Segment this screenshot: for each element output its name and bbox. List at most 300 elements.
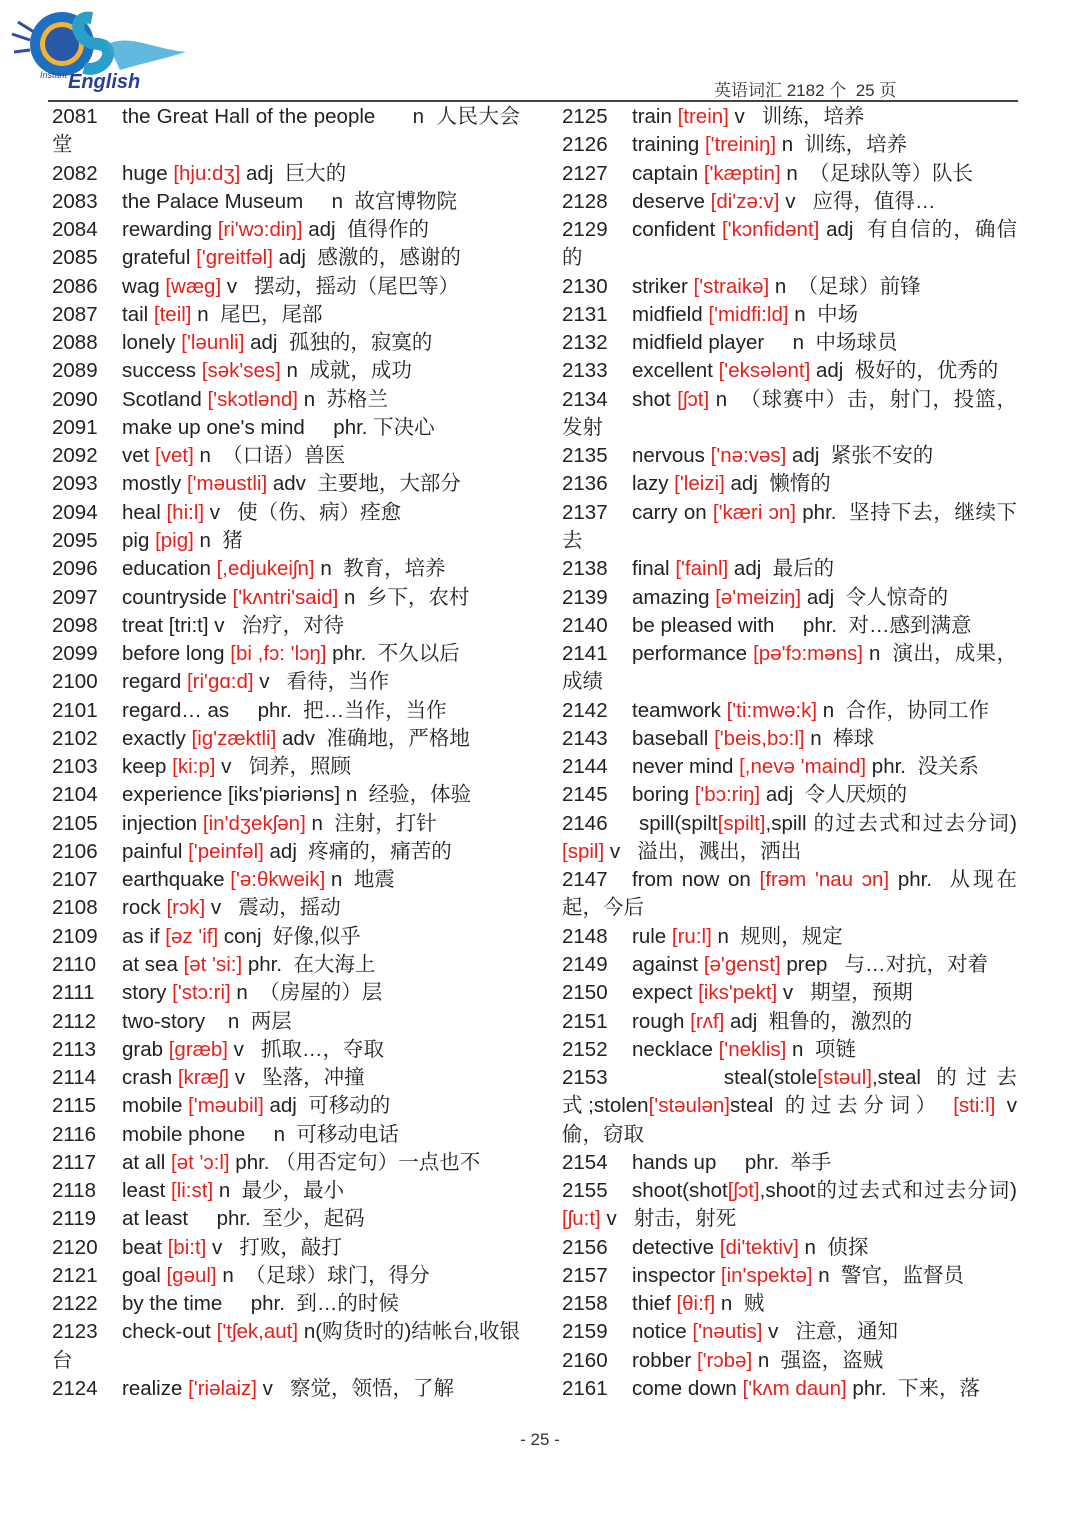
entry-text: adv 主要地，大部分 [267,472,461,496]
entry-text: mobile [122,1094,189,1118]
vocab-entry [562,697,1017,725]
entry-text: hands up phr. 举手 [632,1150,832,1174]
entry-text: be pleased with phr. 对…感到满意 [632,613,972,637]
phonetic: [spilt] [717,811,766,835]
entry-text: n （房屋的）层 [230,981,383,1005]
entry-text: detective [632,1235,720,1259]
vocab-entry [562,1177,1017,1234]
phonetic: ['leizi] [674,472,725,496]
entry-text: phr. 不久以后 [326,642,460,666]
entry-number: 2150 [562,981,608,1005]
phonetic: [trein] [677,105,729,128]
vocab-entry [52,103,520,160]
entry-text: n 训练，培养 [776,133,908,157]
entry-text: education [122,557,217,581]
entry-text: phr. 坚持下去，继续下去 [562,500,1018,552]
vocab-entry [562,725,1017,753]
entry-text: carry on [632,500,713,524]
entry-text: n （足球队等）队长 [780,161,974,185]
vocab-entry [52,1234,520,1262]
phonetic: [li:st] [171,1179,214,1203]
right-vocabulary-column [562,103,1035,1403]
entry-number: 2094 [52,500,98,524]
entry-text: crash [122,1066,178,1090]
entry-text: painful [122,839,189,863]
entry-text: v 训练，培养 [728,105,865,128]
phonetic: ['ləunli] [181,331,245,355]
entry-text: n 侦探 [798,1235,869,1259]
entry-number: 2152 [562,1037,608,1061]
entry-text: v 饲养，照顾 [215,755,351,779]
vocab-entry [52,188,520,216]
entry-number: 2097 [52,585,98,609]
vocab-entry [562,951,1017,979]
vocab-entry [562,781,1017,809]
entry-text: ,shoot的过去式和过去分词) [759,1179,1017,1203]
entry-text: come down [632,1376,743,1400]
phonetic: [sək'ses] [201,359,281,383]
entry-text: at least phr. 至少，起码 [122,1207,365,1231]
entry-text: conj 好像,似乎 [218,924,361,948]
entry-text: pig [122,528,156,552]
phonetic: ['riəlaiz] [188,1376,257,1400]
phonetic: ['məubil] [188,1094,264,1118]
entry-text: adj 可移动的 [263,1094,391,1118]
entry-number: 2149 [562,952,608,976]
entry-text: n 棒球 [804,726,875,750]
entry-number: 2122 [52,1292,98,1316]
entry-number: 2109 [52,924,98,948]
vocab-entry [562,555,1017,583]
entry-text: phr. （用否定句）一点也不 [229,1150,481,1174]
vocab-entry [52,781,520,809]
entry-number: 2100 [52,670,98,694]
vocab-entry [562,979,1017,1007]
phonetic: [frəm 'nau ɔn] [759,868,890,892]
entry-text: v 注意，通知 [762,1320,898,1344]
phonetic: ['eksələnt] [718,359,811,383]
entry-number: 2119 [52,1207,97,1231]
vocab-entry [52,527,520,555]
phonetic: [di'zə:v] [710,189,780,213]
entry-number: 2140 [562,613,608,637]
entry-text: lonely [122,331,182,355]
phonetic: [rʌf] [690,1009,725,1033]
entry-number: 2125 [562,105,608,128]
entry-text: mobile phone n 可移动电话 [122,1122,399,1146]
entry-number: 2106 [52,839,98,863]
entry-number: 2090 [52,387,98,411]
vocab-entry [52,810,520,838]
phonetic: ['peinfəl] [188,839,264,863]
vocab-entry [52,951,520,979]
entry-text: rough [632,1009,691,1033]
phonetic: [in'dʒekʃən] [202,811,306,835]
phonetic: [iks'pekt] [698,981,778,1005]
entry-number: 2092 [52,444,98,468]
entry-text: phr. 没关系 [866,755,979,779]
phonetic: ['kʌntri'said] [232,585,339,609]
vocab-entry [52,357,520,385]
entry-text: steal 的过去分词） [730,1094,954,1118]
vocab-entry [52,838,520,866]
entry-text: never mind [632,755,740,779]
phonetic: [əz 'if] [165,924,219,948]
entry-text: adj 孤独的，寂寞的 [244,331,433,355]
entry-text: n 成就，成功 [280,359,412,383]
entry-text: midfield player n 中场球员 [632,331,898,355]
entry-text: adj 极好的，优秀的 [810,359,999,383]
entry-text: adj 值得作的 [302,218,429,242]
entry-number: 2161 [562,1376,608,1400]
phonetic: ['neklis] [718,1037,787,1061]
entry-text: robber [632,1348,697,1372]
vocab-entry [52,1008,520,1036]
entry-text: v 期望，预期 [777,981,913,1005]
entry-number: 2137 [562,500,608,524]
entry-text: n 演出，成果，成绩 [562,642,1017,694]
entry-text: n 强盗，盗贼 [752,1348,884,1372]
phonetic: [θi:f] [676,1292,716,1316]
entry-number: 2127 [562,161,608,185]
entry-text: amazing [632,585,716,609]
entry-text: huge [122,161,174,185]
entry-number: 2117 [52,1150,97,1174]
entry-number: 2130 [562,274,608,298]
entry-number: 2108 [52,896,98,920]
entry-number: 2147 [562,868,608,892]
entry-text: the Great Hall of the people n 人民大会堂 [52,105,520,157]
entry-text: v 射击，射死 [600,1207,737,1231]
vocab-entry [52,725,520,753]
phonetic: [bi ,fɔ: 'lɔŋ] [230,642,327,666]
phonetic: ['midfi:ld] [708,302,789,326]
entry-number: 2096 [52,557,98,581]
left-vocabulary-column [52,103,520,1403]
vocab-entry [562,923,1017,951]
phonetic: ['treiniŋ] [704,133,777,157]
phonetic: [,edjukeiʃn] [216,557,315,581]
entry-number: 2116 [52,1122,97,1146]
entry-text: goal [122,1263,167,1287]
entry-text: ,steal 的过去式;stolen [562,1066,1017,1118]
entry-text: n 合作，协同工作 [817,698,990,722]
entry-number: 2081 [52,105,98,128]
entry-text: adj 粗鲁的，激烈的 [724,1009,913,1033]
entry-text: against [632,952,704,976]
entry-text: n （球赛中）击，射门，投篮，发射 [562,387,1017,439]
entry-text: rewarding [122,218,218,242]
entry-text: injection [122,811,203,835]
entry-text: midfield [632,302,709,326]
entry-number: 2102 [52,726,98,750]
entry-text: two-story n 两层 [122,1009,292,1033]
vocab-entry [562,1064,1035,1149]
phonetic: [bi:t] [167,1235,207,1259]
svg-text:English: English [68,71,141,93]
entry-text: final [632,557,676,581]
entry-text: tail [122,302,154,326]
vocab-entry [562,499,1017,556]
vocab-entry [52,697,520,725]
phonetic: [di'tektiv] [719,1235,799,1259]
phonetic: ['beis,bɔ:l] [714,726,805,750]
phonetic: ['skɔtlənd] [207,387,298,411]
vocab-entry [52,555,520,583]
vocab-entry [562,640,1017,697]
entry-text: v 应得，值得… [779,189,936,213]
entry-number: 2086 [52,274,98,298]
entry-number: 2101 [52,698,98,722]
entry-number: 2129 [562,218,608,242]
phonetic: [ʃɔt] [677,387,710,411]
entry-text: story [122,981,173,1005]
entry-text: prep 与…对抗，对着 [780,952,988,976]
phonetic: [hi:l] [166,500,205,524]
vocab-entry [562,1375,1017,1403]
entry-text: inspector [632,1263,721,1287]
vocab-entry [52,612,520,640]
entry-text: beat [122,1235,168,1259]
entry-text: phr. 下来，落 [846,1376,980,1400]
vocab-entry [52,753,520,781]
entry-number: 2157 [562,1263,608,1287]
entry-text: v 打败，敲打 [206,1235,342,1259]
entry-number: 2115 [52,1094,97,1118]
entry-text: train [632,105,678,128]
entry-number: 2156 [562,1235,608,1259]
phonetic: [rɔk] [166,896,206,920]
entry-text: boring [632,783,695,807]
entry-number: 2107 [52,868,98,892]
phonetic: ['nəutis] [692,1320,763,1344]
vocab-entry [562,584,1017,612]
entry-number: 2089 [52,359,98,383]
entry-text: n 贼 [715,1292,765,1316]
entry-text: n （口语）兽医 [193,444,346,468]
vocab-entry [562,386,1017,443]
phonetic: [spil] [562,839,605,863]
phonetic: [ʃɔt] [727,1179,760,1203]
entry-number: 2105 [52,811,98,835]
vocab-entry [562,329,1017,357]
entry-text: v 震动，摇动 [205,896,341,920]
vocab-entry [562,273,1017,301]
vocab-entry [52,979,520,1007]
vocab-entry [52,1262,520,1290]
vocab-entry [562,357,1017,385]
entry-text: before long [122,642,231,666]
entry-number: 2145 [562,783,608,807]
phonetic: [ə'genst] [703,952,781,976]
entry-text: captain [632,161,704,185]
entry-text: v 抓取…，夺取 [227,1037,385,1061]
entry-text: n 地震 [325,868,395,892]
entry-text: v 坠落，冲撞 [229,1066,365,1090]
phonetic: [gəul] [166,1263,217,1287]
entry-text: n 警官，监督员 [812,1263,965,1287]
entry-text: Scotland [122,387,208,411]
entry-number: 2093 [52,472,98,496]
vocab-entry [52,1064,520,1092]
entry-text: at all [122,1150,171,1174]
entry-text: performance [632,642,754,666]
phonetic: [stəul] [817,1066,872,1090]
entry-text: rock [122,896,167,920]
vocab-entry [52,1318,520,1375]
vocab-entry [52,470,520,498]
header-title: 英语词汇 2182 个 25 页 [714,81,897,100]
phonetic: [ki:p] [172,755,216,779]
phonetic: ['kæri ɔn] [712,500,796,524]
entry-number: 2151 [562,1009,608,1033]
vocab-entry [52,216,520,244]
entry-text: adj 最后的 [728,557,835,581]
entry-text: earthquake [122,868,231,892]
entry-text: n 注射，打针 [305,811,437,835]
entry-number: 2136 [562,472,608,496]
entry-text: excellent [632,359,719,383]
phonetic: ['kæptin] [703,161,781,185]
entry-text: n （足球）前锋 [769,274,921,298]
entry-text: rule [632,924,672,948]
vocab-entry [562,442,1017,470]
entry-text: shoot(shot [632,1179,728,1203]
entry-text: nervous [632,444,711,468]
entry-text: keep [122,755,173,779]
phonetic: ['kʌm daun] [742,1376,847,1400]
entry-text: adj 感激的，感谢的 [272,246,461,270]
vocab-entry [562,612,1017,640]
vocab-entry [52,386,520,414]
entry-text: deserve [632,189,711,213]
entry-number: 2138 [562,557,608,581]
phonetic: ['məustli] [186,472,268,496]
phonetic: [hju:dʒ] [173,161,241,185]
vocab-entry [52,499,520,527]
entry-text: n 猪 [193,528,243,552]
entry-number: 2142 [562,698,608,722]
entry-text: grab [122,1037,169,1061]
entry-number: 2139 [562,585,608,609]
entry-number: 2121 [52,1263,98,1287]
entry-number: 2088 [52,331,98,355]
vocab-entry [52,1121,520,1149]
vocab-entry [562,1234,1017,1262]
vocab-entry [562,1262,1017,1290]
phonetic: [ʃu:t] [562,1207,601,1231]
entry-text: spill(spilt [632,811,718,835]
entry-text: at sea [122,952,184,976]
entry-text: realize [122,1376,189,1400]
entry-text: n 最少，最小 [213,1179,345,1203]
entry-number: 2141 [562,642,608,666]
entry-text: exactly [122,726,192,750]
phonetic: [græb] [168,1037,228,1061]
vocab-entry [562,216,1017,273]
vocab-entry [562,1008,1017,1036]
phonetic: [,nevə 'maind] [739,755,867,779]
entry-number: 2135 [562,444,608,468]
vocab-entry [52,1177,520,1205]
entry-number: 2126 [562,133,608,157]
entry-text: v 溢出，溅出，洒出 [604,839,802,863]
entry-number: 2148 [562,924,608,948]
vocab-entry [52,668,520,696]
phonetic: [ri'gɑ:d] [186,670,254,694]
entry-text: expect [632,981,699,1005]
vocab-entry [562,1149,1017,1177]
vocab-entry [52,1205,520,1233]
entry-text: n （足球）球门，得分 [216,1263,430,1287]
entry-text: n(购货时的)结帐台,收银台 [52,1320,520,1372]
entry-text: baseball [632,726,715,750]
entry-text: as if [122,924,166,948]
entry-number: 2112 [52,1009,97,1033]
vocab-entry [52,244,520,272]
entry-text: adj 疼痛的，痛苦的 [263,839,452,863]
vocab-entry [52,640,520,668]
entry-text: adj 懒惰的 [724,472,831,496]
entry-text: by the time phr. 到…的时候 [122,1292,399,1316]
phonetic: [wæg] [165,274,222,298]
vocab-entry [52,329,520,357]
entry-text: phr. 在大海上 [242,952,376,976]
entry-text: adj 令人惊奇的 [801,585,949,609]
page-number: - 25 - [520,1430,560,1449]
entry-text: adj 令人厌烦的 [760,783,908,807]
entry-text: countryside [122,585,233,609]
phonetic: ['nə:vəs] [710,444,787,468]
vocab-entry [562,1036,1017,1064]
entry-text: make up one's mind phr. 下决心 [122,415,435,439]
entry-number: 2098 [52,613,98,637]
vocab-entry [562,131,1017,159]
entry-text: wag [122,274,166,298]
entry-number: 2158 [562,1292,608,1316]
phonetic: ['fainl] [675,557,729,581]
vocab-entry [562,1347,1017,1375]
entry-number: 2144 [562,755,608,779]
vocab-entry [562,1290,1017,1318]
entry-number: 2134 [562,387,608,411]
vocab-entry [562,160,1017,188]
entry-number: 2084 [52,218,98,242]
phonetic: ['tʃek,aut] [216,1320,299,1344]
vocab-entry [52,894,520,922]
entry-number: 2085 [52,246,98,270]
entry-text: mostly [122,472,187,496]
entry-number: 2113 [52,1037,97,1061]
vocab-entry [562,470,1017,498]
entry-number: 2103 [52,755,98,779]
entry-text: v 察觉，领悟，了解 [256,1376,454,1400]
phonetic: ['stəulən] [648,1094,731,1118]
phonetic: [ət 'ɔ:l] [171,1150,230,1174]
entry-number: 2155 [562,1179,608,1203]
entry-number: 2154 [562,1150,608,1174]
entry-text: from now on [632,868,760,892]
entry-text: check-out [122,1320,217,1344]
phonetic: [pə'fɔ:məns] [753,642,863,666]
entry-number: 2095 [52,528,98,552]
entry-text: striker [632,274,694,298]
entry-text: confident [632,218,722,242]
entry-text: v 摆动，摇动（尾巴等） [221,274,460,298]
vocab-entry [562,188,1017,216]
entry-text: ,spill 的过去式和过去分词) [765,811,1023,835]
vocab-entry [52,584,520,612]
